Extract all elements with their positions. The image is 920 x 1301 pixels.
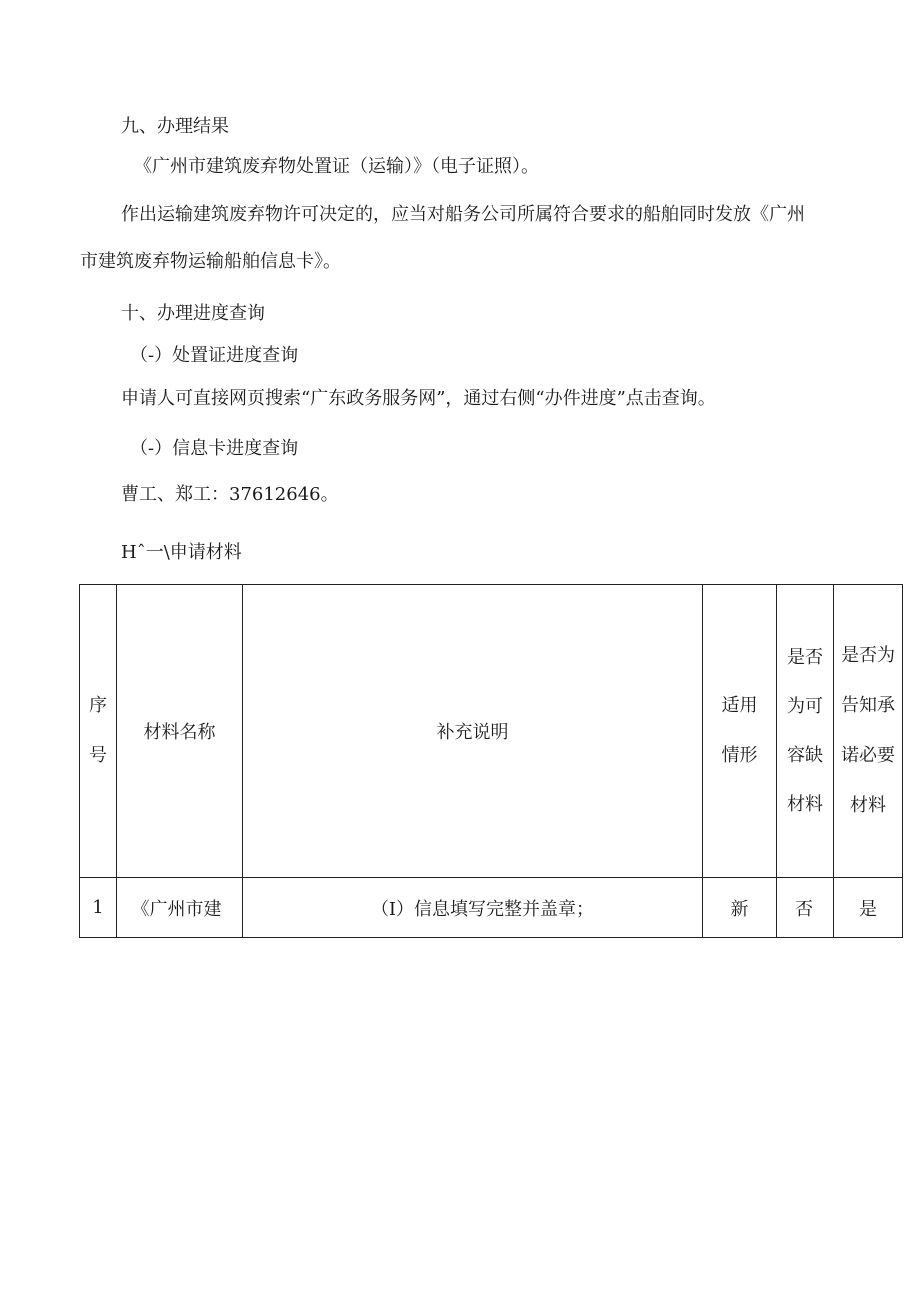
section-9-paragraph-line-2: 市建筑废弃物运输船舶信息卡》。 <box>80 251 341 272</box>
section-10-sub1-text: 申请人可直接网页搜索“广东政务服务网”，通过右侧“办件进度”点击查询。 <box>121 388 716 409</box>
header-desc: 补充说明 <box>243 585 703 878</box>
section-10-sub1-heading: （-）处置证进度查询 <box>130 345 299 366</box>
cell-optional: 否 <box>777 878 834 938</box>
table-header-row <box>80 585 903 878</box>
cell-name: 《广州市建 <box>117 878 243 938</box>
cell-no: 1 <box>80 878 117 938</box>
section-9-paragraph-line-1: 作出运输建筑废弃物许可决定的，应当对船务公司所属符合要求的船舶同时发放《广州 <box>121 204 805 225</box>
section-9-result-text: 《广州市建筑废弃物处置证（运输）》（电子证照）。 <box>134 156 539 177</box>
header-name: 材料名称 <box>117 585 243 878</box>
section-10-sub2-heading: （-）信息卡进度查询 <box>130 438 299 459</box>
section-10-sub2-text: 曹工、郑工：37612646。 <box>121 484 339 505</box>
materials-table <box>79 584 903 938</box>
cell-promise: 是 <box>834 878 903 938</box>
cell-scenario: 新 <box>703 878 777 938</box>
cell-desc: （I）信息填写完整并盖章； <box>243 878 703 938</box>
section-10-heading: 十、办理进度查询 <box>121 303 265 324</box>
section-9-heading: 九、办理结果 <box>121 116 229 137</box>
header-optional: 是否为可容缺材料 <box>777 585 834 878</box>
header-scenario: 适用情形 <box>703 585 777 878</box>
header-no: 序号 <box>80 585 117 878</box>
section-11-heading: Hˆ一\申请材料 <box>121 542 242 563</box>
header-promise: 是否为告知承诺必要材料 <box>834 585 903 878</box>
table-row <box>80 878 903 938</box>
